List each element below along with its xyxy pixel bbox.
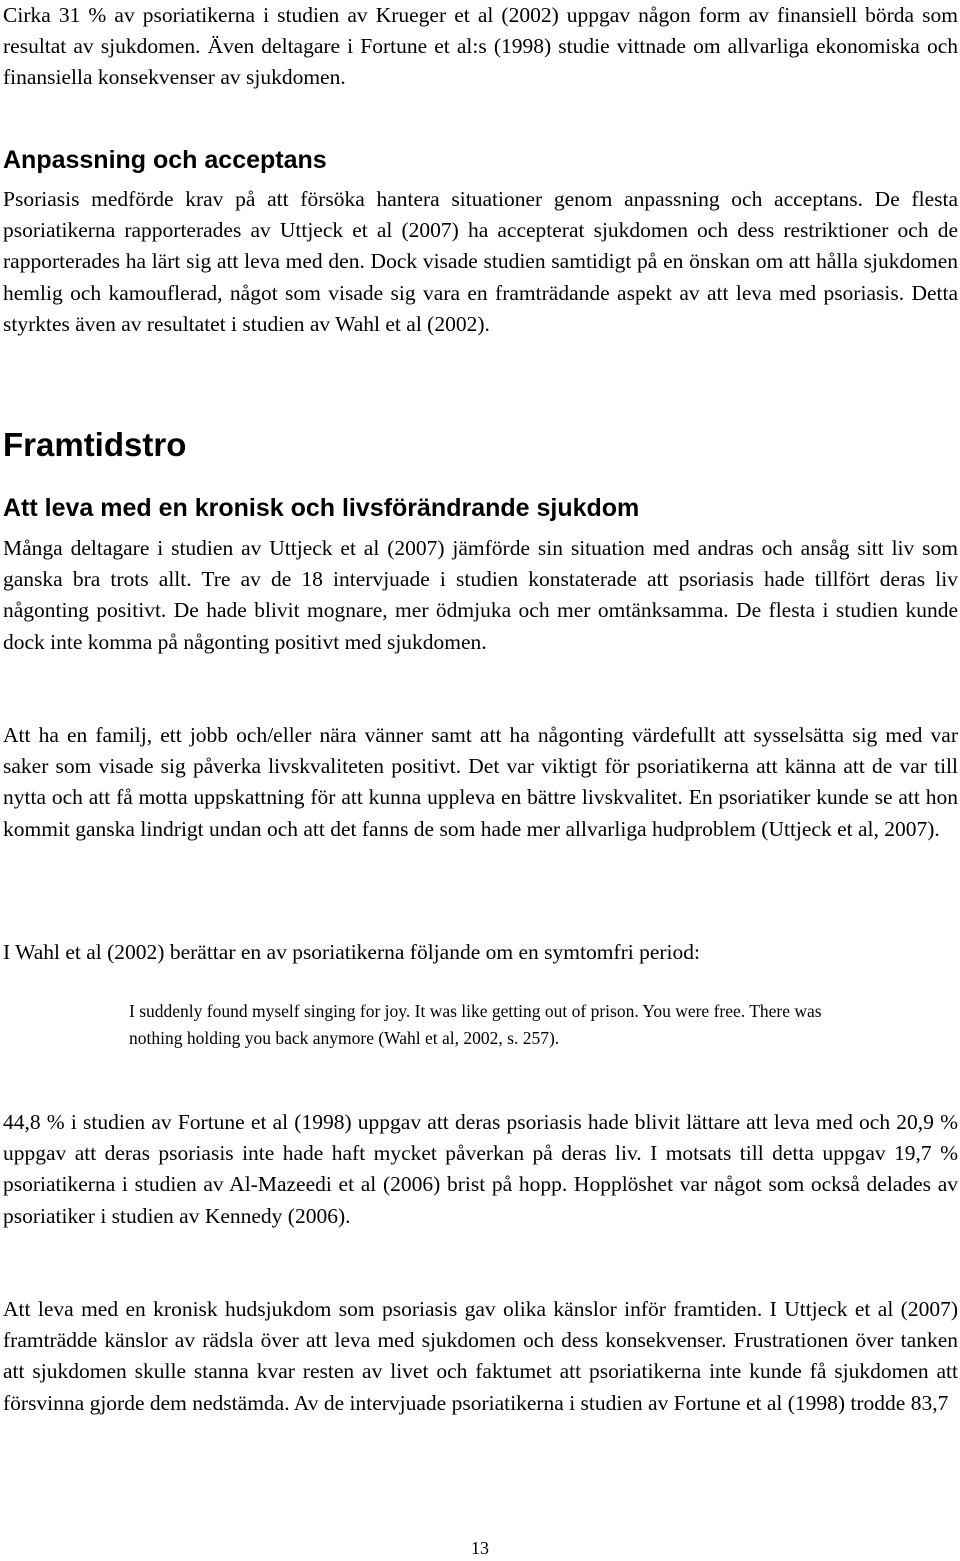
block-quote: I suddenly found myself singing for joy. It was like getting out of prison. You were free. There was nothing holding you back anymore (Wahl et al, 2002, s. 257). (129, 1001, 822, 1048)
kronisk-paragraph: Att leva med en kronisk hudsjukdom som psoriasis gav olika känslor inför framtiden. I Uttjeck et al (2007) framträdde känslor av rädsla över att leva med sjukdomen och dess konsekvenser. Frustrationen över tanken att sjukdomen skulle stanna kvar resten av livet och faktumet att psoriatikerna inte kunde få sjukdomen att försvinna gjorde dem nedstämda. Av de intervjuade psoriatikerna i studien av Fortune et al (1998) trodde 83,7 (3, 1297, 958, 1415)
wahl-intro-paragraph: I Wahl et al (2002) berättar en av psoriatikerna följande om en symtomfri period: (3, 940, 700, 964)
section-heading-framtidstro: Framtidstro (3, 426, 187, 463)
att-leva-paragraph-1: Många deltagare i studien av Uttjeck et al (2007) jämförde sin situation med andras och ansåg sitt liv som ganska bra trots allt. Tre av de 18 intervjuade i studien konstaterade att psoriasis hade tillfört deras liv någonting positivt. De hade blivit mognare, mer ödmjuka och mer omtänksamma. De flesta i studien kunde dock inte komma på någonting positivt med sjukdomen. (3, 536, 958, 654)
att-leva-paragraph-2: Att ha en familj, ett jobb och/eller nära vänner samt att ha någonting värdefullt att sysselsätta sig med var saker som visade sig påverka livskvaliteten positivt. Det var viktigt för psoriatikerna att känna att de var till nytta och att få motta uppskattning för att kunna uppleva en bättre livskvalitet. En psoriatiker kunde se att hon kommit ganska lindrigt undan och att det fanns de som hade mer allvarliga hudproblem (Uttjeck et al, 2007). (3, 723, 958, 841)
intro-paragraph: Cirka 31 % av psoriatikerna i studien av Krueger et al (2002) uppgav någon form av finansiell börda som resultat av sjukdomen. Även deltagare i Fortune et al:s (1998) studie vittnade om allvarliga ekonomiska och finansiella konsekvenser av sjukdomen. (3, 3, 958, 90)
page-number: 13 (471, 1538, 489, 1558)
section-heading-anpassning: Anpassning och acceptans (3, 146, 327, 174)
subsection-heading-att-leva: Att leva med en kronisk och livsförändrande sjukdom (3, 494, 640, 522)
anpassning-paragraph: Psoriasis medförde krav på att försöka hantera situationer genom anpassning och acceptans. De flesta psoriatikerna rapporterades av Uttjeck et al (2007) ha accepterat sjukdomen och dess restriktioner och de rapporterades ha lärt sig att leva med den. Dock visade studien samtidigt på en önskan om att hålla sjukdomen hemlig och kamouflerad, något som visade sig vara en framträdande aspekt av att leva med psoriasis. Detta styrktes även av resultatet i studien av Wahl et al (2002). (3, 187, 958, 336)
fortune-paragraph: 44,8 % i studien av Fortune et al (1998) uppgav att deras psoriasis hade blivit lättare att leva med och 20,9 % uppgav att deras psoriasis inte hade haft mycket påverkan på deras liv. I motsats till detta uppgav 19,7 % psoriatikerna i studien av Al-Mazeedi et al (2006) brist på hopp. Hopplöshet var något som också delades av psoriatiker i studien av Kennedy (2006). (3, 1110, 958, 1228)
